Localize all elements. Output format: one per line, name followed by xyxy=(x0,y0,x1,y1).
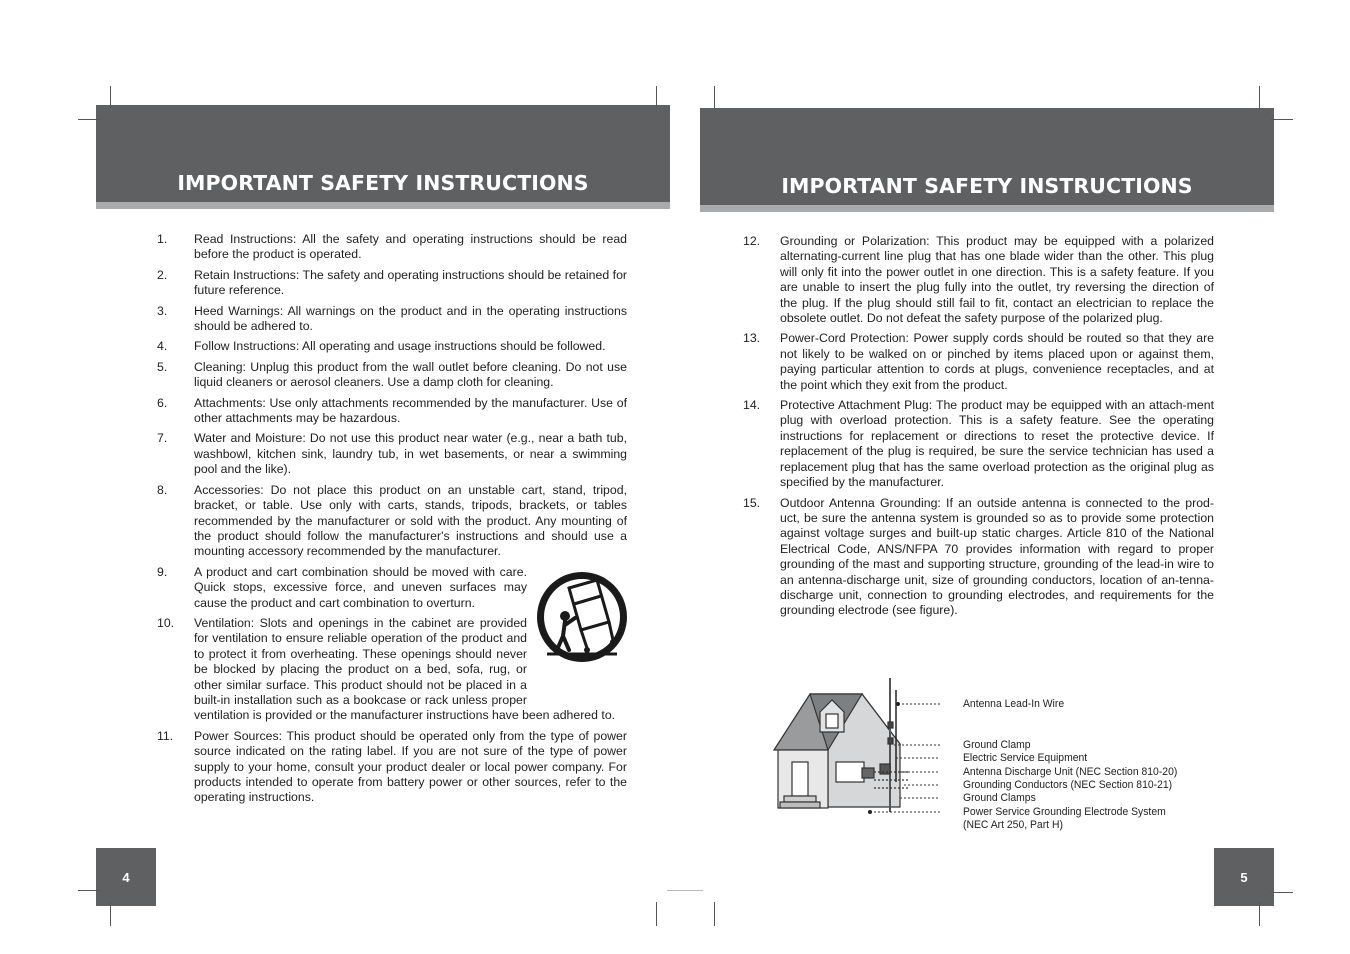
diagram-label: Ground Clamp xyxy=(963,739,1031,751)
item-text: Outdoor Antenna Grounding: If an outside antenna is connected to the prod-uct, be sure the antenna system is grounded so as to provide some protection against voltage surges and built-up static charges. Article 810 of the National Electrical Code, ANS/NFPA 70 provides information with regard to proper grounding of the mast and supporting structure, grounding of the lead-in wire to an antenna-discharge unit, size of grounding conductors, location of an-tenna-discharge unit, connection to grounding electrodes, and requirements for the grounding electrode (see figure). xyxy=(780,495,1214,618)
item-text: Water and Moisture: Do not use this product near water (e.g., near a bath tub, washbowl, kitchen sink, laundry tub, in wet basements, or near a swimming pool and the like). xyxy=(194,431,627,477)
right-page-number: 5 xyxy=(1214,848,1274,906)
diagram-label: Electric Service Equipment xyxy=(963,752,1088,764)
cart-tip-warning-icon xyxy=(535,570,629,664)
left-header-stripe xyxy=(96,202,670,209)
item-text: Retain Instructions: The safety and operating instructions should be retained for future reference. xyxy=(194,267,627,298)
item-text: A product and cart combination should be moved with care. Quick stops, excessive force, and uneven surfaces may cause the product and cart combination to overturn. xyxy=(194,564,527,610)
list-item: 10. Ventilation: Slots and openings in the cabinet are provided for ventilation to ensure reliable operation of the product and to protect it from overheating. These openings should never be blocked by placing the product on a bed, sofa, rug, or other similar surface. This product should not be placed in a built-in installation such as a bookcase or rack unless proper ventilation is provided or the manufacturer instructions have been adhered to. xyxy=(157,615,616,723)
item-text: Heed Warnings: All warnings on the product and in the operating instructions should be adhered to. xyxy=(194,303,627,334)
list-item: 5. Cleaning: Unplug this product from the wall outlet before cleaning. Do not use liquid cleaners or aerosol cleaners. Use a damp cloth for cleaning. xyxy=(157,359,627,390)
list-item: 11. Power Sources: This product should be operated only from the type of power source indicated on the rating label. If you are not sure of the type of power supply to your home, consult your product dealer or local power company. For products intended to operate from battery power or other sources, refer to the operating instructions. xyxy=(157,728,627,805)
item-text: Read Instructions: All the safety and operating instructions should be read before the product is operated. xyxy=(194,232,627,262)
item-text: Power-Cord Protection: Power supply cords should be routed so that they are not likely to be walked on or pinched by items placed upon or against them, paying particular attention to cords at plugs, convenience receptacles, and at the point which they exit from the product. xyxy=(780,331,1214,392)
list-item: 3. Heed Warnings: All warnings on the product and in the operating instructions should be adhered to. xyxy=(157,303,627,334)
item-text: Attachments: Use only attachments recommended by the manufacturer. Use of other attachments may be hazardous. xyxy=(194,395,627,426)
diagram-label: Ground Clamps xyxy=(963,792,1036,804)
crop-mark xyxy=(1259,86,1260,110)
crop-mark xyxy=(714,86,715,108)
right-header-band xyxy=(700,108,1274,212)
antenna-grounding-diagram xyxy=(770,672,960,822)
list-item: 4. Follow Instructions: All operating and usage instructions should be followed. xyxy=(157,339,606,354)
crop-mark xyxy=(656,902,657,926)
crop-mark xyxy=(110,902,111,926)
left-instruction-list xyxy=(157,232,627,811)
diagram-label: (NEC Art 250, Part H) xyxy=(963,819,1063,831)
list-item: 9. A product and cart combination should be moved with care. Quick stops, excessive force, and uneven surfaces may cause the product and cart combination to overturn. xyxy=(157,565,627,611)
list-item: 7. Water and Moisture: Do not use this product near water (e.g., near a bath tub, washbowl, kitchen sink, laundry tub, in wet basements, or near a swimming pool and the like). xyxy=(157,431,627,477)
list-item: 14. Protective Attachment Plug: The product may be equipped with an attach-ment plug with overload protection. This is a safety feature. See the operating instructions for replacement or directions to reset the protective device. If replacement of the plug is required, be sure the service technician has used a replacement plug that has the same overload protection as the original plug as specified by the manufacturer. xyxy=(743,398,1214,490)
crop-mark xyxy=(78,890,100,891)
list-item: 12. Grounding or Polarization: This product may be equipped with a polarized alternating-current line plug that has one blade wider than the other. This plug will only fit into the power outlet in one direction. This is a safety feature. If you are unable to insert the plug fully into the outlet, try reversing the direction of the plug. If the plug should still fail to fit, contact an electrician to replace the obsolete outlet. Do not defeat the safety purpose of the polarized plug. xyxy=(743,234,1214,326)
diagram-label: Power Service Grounding Electrode System xyxy=(963,806,1166,818)
item-text: Accessories: Do not place this product on an unstable cart, stand, tripod, bracket, or table. Use only with carts, stands, tripods, brackets, or tables recommended by the manufacturer or sold with the product. Any mounting of the product should follow the manufacturer's instructions and should use a mounting accessory recommended by the manufacturer. xyxy=(194,482,627,559)
right-page xyxy=(675,0,1350,954)
right-instruction-list xyxy=(743,234,1214,624)
crop-mark xyxy=(667,890,703,891)
diagram-label: Antenna Lead-In Wire xyxy=(963,698,1065,710)
crop-mark xyxy=(656,86,657,108)
left-page-title: IMPORTANT SAFETY INSTRUCTIONS xyxy=(177,171,589,195)
diagram-label: Grounding Conductors (NEC Section 810-21) xyxy=(963,779,1173,791)
crop-mark xyxy=(1271,892,1293,893)
crop-mark xyxy=(78,119,100,120)
list-item: 1. Read Instructions: All the safety and operating instructions should be read before the product is operated. xyxy=(157,232,627,262)
list-item: 2. Retain Instructions: The safety and operating instructions should be retained for future reference. xyxy=(157,267,627,298)
crop-mark xyxy=(1259,902,1260,926)
diagram-label: Antenna Discharge Unit (NEC Section 810-20) xyxy=(963,766,1178,778)
item-text: Follow Instructions: All operating and usage instructions should be followed. xyxy=(194,339,606,354)
item-text: Power Sources: This product should be operated only from the type of power source indicated on the rating label. If you are not sure of the type of power supply to your home, consult your product dealer or local power company. For products intended to operate from battery power or other sources, refer to the operating instructions. xyxy=(194,728,627,805)
item-text: Ventilation: Slots and openings in the cabinet are provided for ventilation to ensure reliable operation of the product and to protect it from overheating. These openings should never be blocked by placing the product on a bed, sofa, rug, or other similar surface. This product should not be placed in a built-in installation such as a bookcase or rack unless proper ventilation is provided or the manufacturer instructions have been adhered to. xyxy=(194,615,616,723)
left-page-number: 4 xyxy=(96,848,156,906)
item-text: Protective Attachment Plug: The product may be equipped with an attach-ment plug with overload protection. This is a safety feature. See the operating instructions for replacement or directions to reset the protective device. If replacement of the plug is required, be sure the service technician has used a replacement plug that has the same overload protection as the original plug as specified by the manufacturer. xyxy=(780,398,1214,490)
right-page-title: IMPORTANT SAFETY INSTRUCTIONS xyxy=(781,174,1193,198)
list-item: 15. Outdoor Antenna Grounding: If an outside antenna is connected to the prod-uct, be sure the antenna system is grounded so as to provide some protection against voltage surges and built-up static charges. Article 810 of the National Electrical Code, ANS/NFPA 70 provides information with regard to proper grounding of the mast and supporting structure, grounding of the lead-in wire to an antenna-discharge unit, size of grounding conductors, location of an-tenna-discharge unit, connection to grounding electrodes, and requirements for the grounding electrode (see figure). xyxy=(743,495,1214,618)
left-header-band xyxy=(96,105,670,209)
list-item: 8. Accessories: Do not place this product on an unstable cart, stand, tripod, bracket, or table. Use only with carts, stands, tripods, brackets, or tables recommended by the manufacturer or sold with the product. Any mounting of the product should follow the manufacturer's instructions and should use a mounting accessory recommended by the manufacturer. xyxy=(157,482,627,559)
item-text: Cleaning: Unplug this product from the wall outlet before cleaning. Do not use liquid cleaners or aerosol cleaners. Use a damp cloth for cleaning. xyxy=(194,359,627,390)
item-text: Grounding or Polarization: This product may be equipped with a polarized alternating-current line plug that has one blade wider than the other. This plug will only fit into the power outlet in one direction. This is a safety feature. If you are unable to insert the plug fully into the outlet, try reversing the direction of the plug. If the plug should still fail to fit, contact an electrician to replace the obsolete outlet. Do not defeat the safety purpose of the polarized plug. xyxy=(780,234,1214,326)
list-item: 13. Power-Cord Protection: Power supply cords should be routed so that they are not likely to be walked on or pinched by items placed upon or against them, paying particular attention to cords at plugs, convenience receptacles, and at the point which they exit from the product. xyxy=(743,331,1214,392)
list-item: 6. Attachments: Use only attachments recommended by the manufacturer. Use of other attachments may be hazardous. xyxy=(157,395,627,426)
right-header-stripe xyxy=(700,205,1274,212)
crop-mark xyxy=(1271,119,1293,120)
crop-mark xyxy=(110,86,111,108)
crop-mark xyxy=(714,902,715,926)
